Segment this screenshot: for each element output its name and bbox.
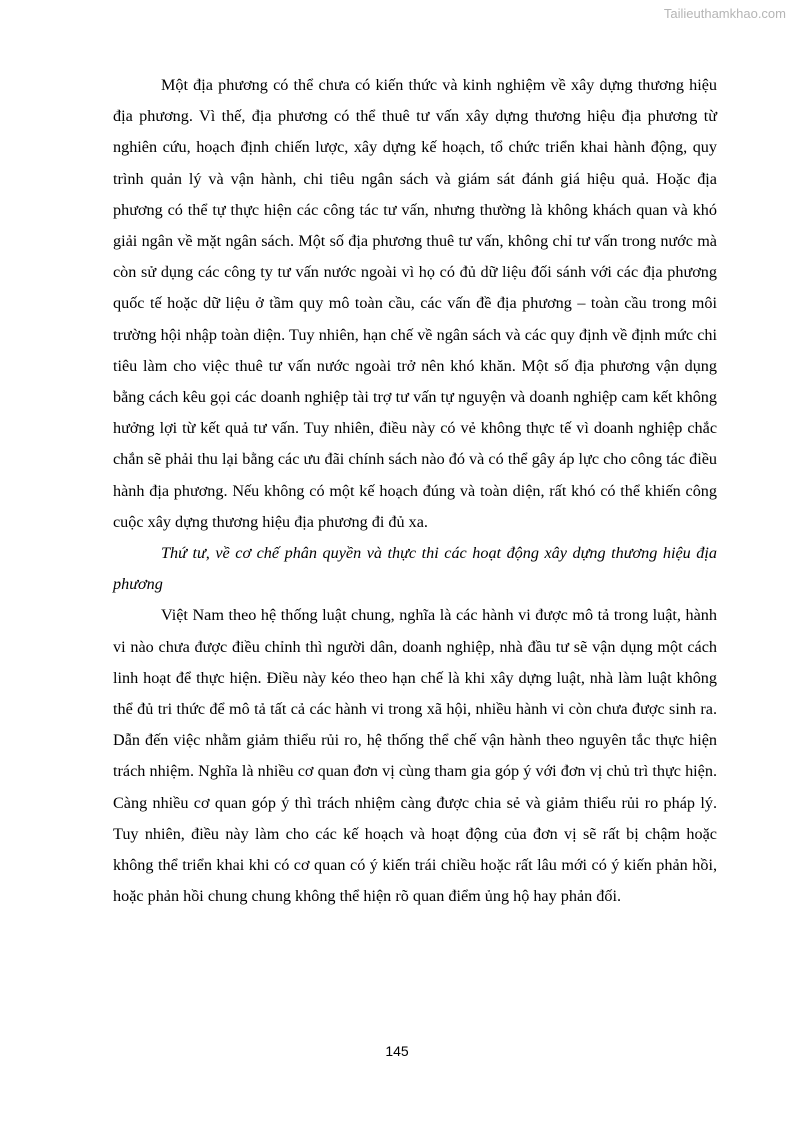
body-paragraph-1: Một địa phương có thể chưa có kiến thức và kinh nghiệm về xây dựng thương hiệu địa phương. Vì thế, địa phương có thể thuê tư vấn xây dựng thương hiệu địa phương từ nghiên cứu, hoạch định chiến lược, xây dựng kế hoạch, tổ chức triển khai hành động, quy trình quản lý và vận hành, chi tiêu ngân sách và giám sát đánh giá hiệu quả. Hoặc địa phương có thể tự thực hiện các công tác tư vấn, nhưng thường là không khách quan và khó giải ngân về mặt ngân sách. Một số địa phương thuê tư vấn, không chỉ tư vấn trong nước mà còn sử dụng các công ty tư vấn nước ngoài vì họ có đủ dữ liệu đối sánh với các địa phương quốc tế hoặc dữ liệu ở tầm quy mô toàn cầu, các vấn đề địa phương – toàn cầu trong môi trường hội nhập toàn diện. Tuy nhiên, hạn chế về ngân sách và các quy định về định mức chi tiêu làm cho việc thuê tư vấn nước ngoài trở nên khó khăn. Một số địa phương vận dụng bằng cách kêu gọi các doanh nghiệp tài trợ tư vấn tự nguyện và doanh nghiệp cam kết không hưởng lợi từ kết quả tư vấn. Tuy nhiên, điều này có vẻ không thực tế vì doanh nghiệp chắc chắn sẽ phải thu lại bằng các ưu đãi chính sách nào đó và có thể gây áp lực cho công tác điều hành địa phương. Nếu không có một kế hoạch đúng và toàn diện, rất khó có thể khiến công cuộc xây dựng thương hiệu địa phương đi đủ xa. [113, 76, 717, 531]
page-number: 145 [385, 1043, 409, 1059]
section-heading: Thứ tư, về cơ chế phân quyền và thực thi các hoạt động xây dựng thương hiệu địa phương [113, 544, 717, 594]
document-body [113, 70, 717, 912]
watermark-text: Tailieuthamkhao.com [663, 6, 786, 21]
body-paragraph-2: Việt Nam theo hệ thống luật chung, nghĩa là các hành vi được mô tả trong luật, hành vi nào chưa được điều chỉnh thì người dân, doanh nghiệp, nhà đầu tư sẽ vận dụng một cách linh hoạt để thực hiện. Điều này kéo theo hạn chế là khi xây dựng luật, nhà làm luật không thể đủ tri thức để mô tả tất cả các hành vi trong xã hội, nhiều hành vi còn chưa được sinh ra. Dẫn đến việc nhằm giảm thiểu rủi ro, hệ thống thể chế vận hành theo nguyên tắc thực hiện trách nhiệm. Nghĩa là nhiều cơ quan đơn vị cùng tham gia góp ý với đơn vị chủ trì thực hiện. Càng nhiều cơ quan góp ý thì trách nhiệm càng được chia sẻ và giảm thiểu rủi ro pháp lý. Tuy nhiên, điều này làm cho các kế hoạch và hoạt động của đơn vị sẽ rất bị chậm hoặc không thể triển khai khi có cơ quan có ý kiến trái chiều hoặc rất lâu mới có ý kiến phản hồi, hoặc phản hồi chung chung không thể hiện rõ quan điểm ủng hộ hay phản đối. [113, 606, 717, 906]
